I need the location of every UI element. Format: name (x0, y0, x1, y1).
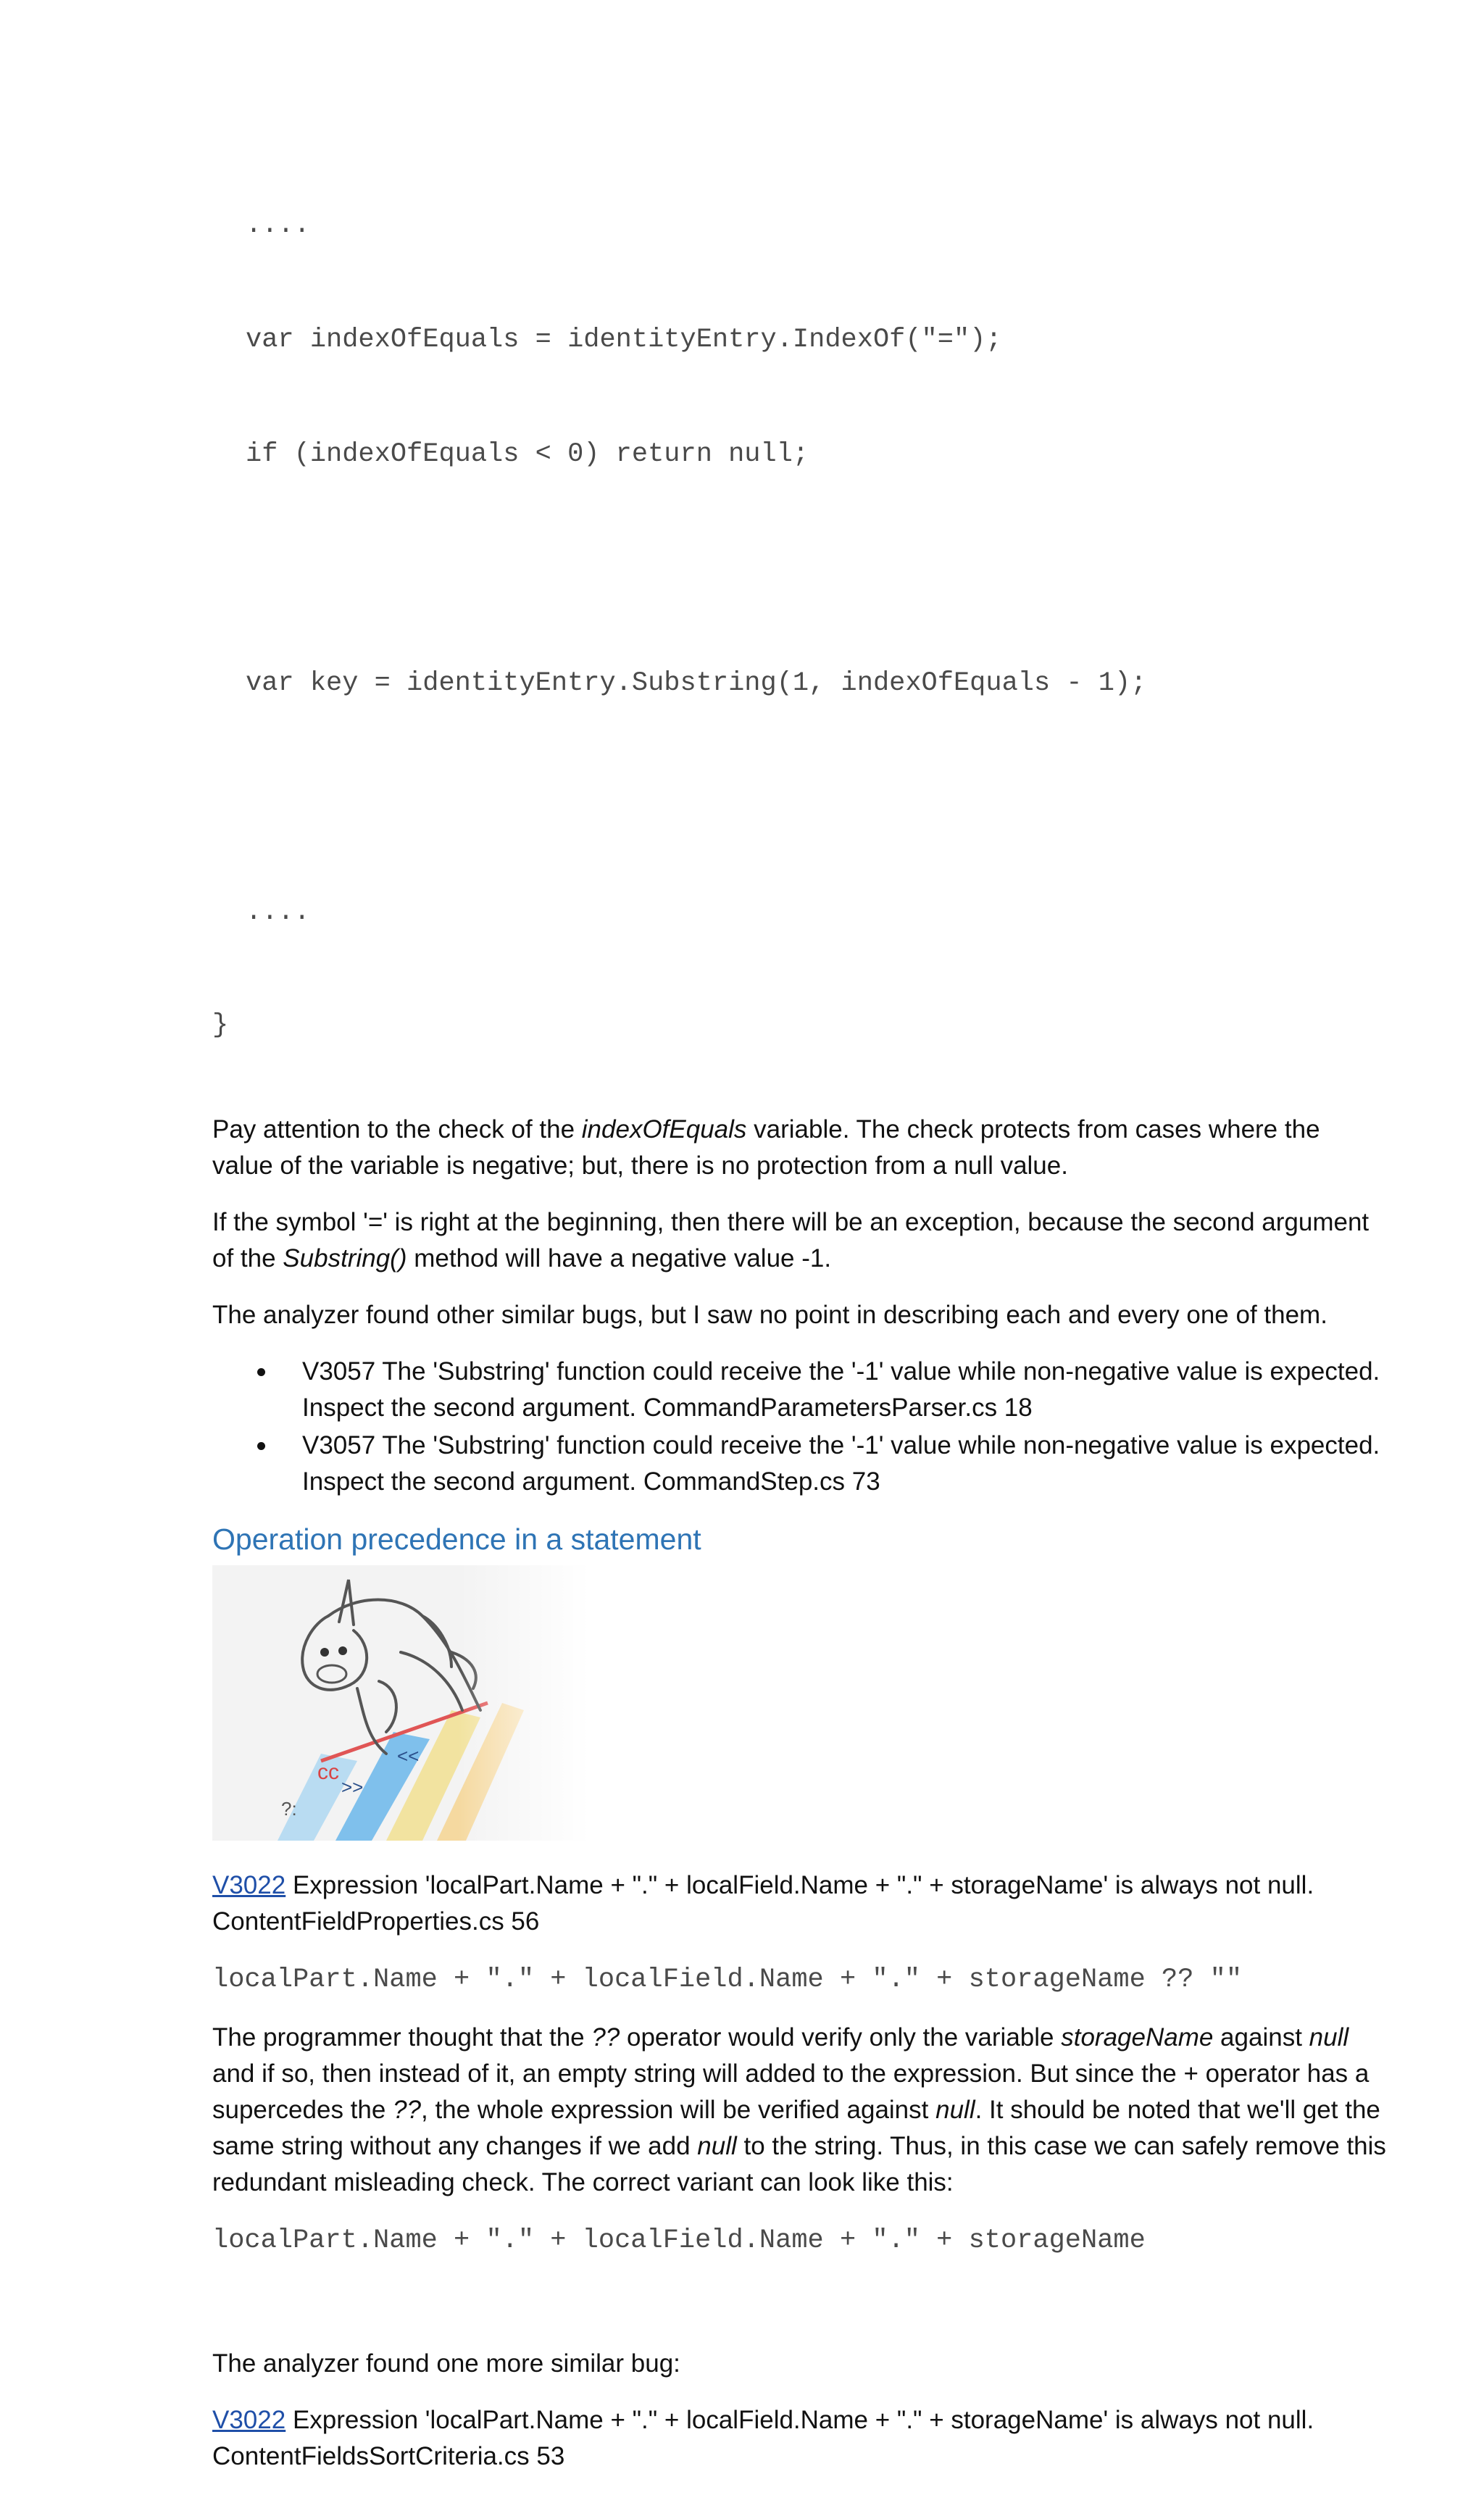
paragraph-other-bugs: The analyzer found other similar bugs, but I saw no point in describing each and every one of them. (212, 1301, 1327, 1329)
v3022-link[interactable]: V3022 (212, 2406, 286, 2434)
code-snippet (212, 138, 1386, 1112)
paragraph-one-more-bug: The analyzer found one more similar bug: (212, 2349, 680, 2378)
illustration-lt: << (397, 1745, 420, 1767)
code-null-coalescing: localPart.Name + "." + localField.Name + "." + storageName ?? "" (212, 1965, 1243, 1995)
document-page (212, 138, 1386, 2495)
warning-v3022-first: V3022 Expression 'localPart.Name + "." + localField.Name + "." + storageName' is always not null. ContentFieldProperties.cs 56 (212, 1871, 1314, 1936)
paragraph-index-check: Pay attention to the check of the indexOfEquals variable. The check protects from cases where the value of the variable is negative; but, there is no protection from a null value. (212, 1115, 1320, 1180)
list-item: V3057 The 'Substring' function could receive the '-1' value while non-negative value is expected. Inspect the second argument. CommandStep.cs 73 (212, 1428, 1386, 1500)
code-line: .... (246, 210, 310, 241)
illustration-gt: >> (341, 1776, 364, 1798)
code-line: if (indexOfEquals < 0) return null; (246, 439, 809, 470)
code-line: var indexOfEquals = identityEntry.IndexOf("="); (246, 325, 1002, 355)
bullet-icon (257, 1368, 265, 1376)
code-blank-line (212, 771, 1386, 825)
code-line: var key = identityEntry.Substring(1, indexOfEquals - 1); (246, 668, 1147, 699)
blank-space (212, 2281, 1386, 2346)
paragraph-operator-precedence: The programmer thought that the ?? operator would verify only the variable storageName against null and if so, then instead of it, an empty string will added to the expression. But since the + operator has a supercedes the ??, the whole expression will be verified against null. It should be noted that we'll get the same string without any changes if we add null to the string. Thus, in this case we can safely remove this redundant misleading check. The correct variant can look like this: (212, 2023, 1386, 2196)
code-line: .... (246, 897, 310, 928)
code-blank-line (212, 542, 1386, 596)
section-heading: Operation precedence in a statement (212, 1523, 701, 1556)
v3022-link[interactable]: V3022 (212, 1871, 286, 1899)
list-item: V3057 The 'Substring' function could receive the '-1' value while non-negative value is expected. Inspect the second argument. CommandParametersParser.cs 18 (212, 1354, 1386, 1426)
illustration-cc: cc (317, 1760, 339, 1784)
unicorn-illustration (212, 1565, 589, 1841)
code-closing-brace: } (212, 1010, 229, 1041)
illustration-q: ?: (281, 1798, 297, 1820)
warning-v3022-second: V3022 Expression 'localPart.Name + "." + localField.Name + "." + storageName' is always not null. ContentFieldsSortCriteria.cs 53 (212, 2406, 1314, 2470)
code-correct-variant: localPart.Name + "." + localField.Name + "." + storageName (212, 2225, 1146, 2256)
bullet-icon (257, 1442, 265, 1450)
warning-list (212, 1354, 1386, 1500)
paragraph-substring-exception: If the symbol '=' is right at the beginning, then there will be an exception, because the second argument of the Substring() method will have a negative value -1. (212, 1208, 1370, 1273)
